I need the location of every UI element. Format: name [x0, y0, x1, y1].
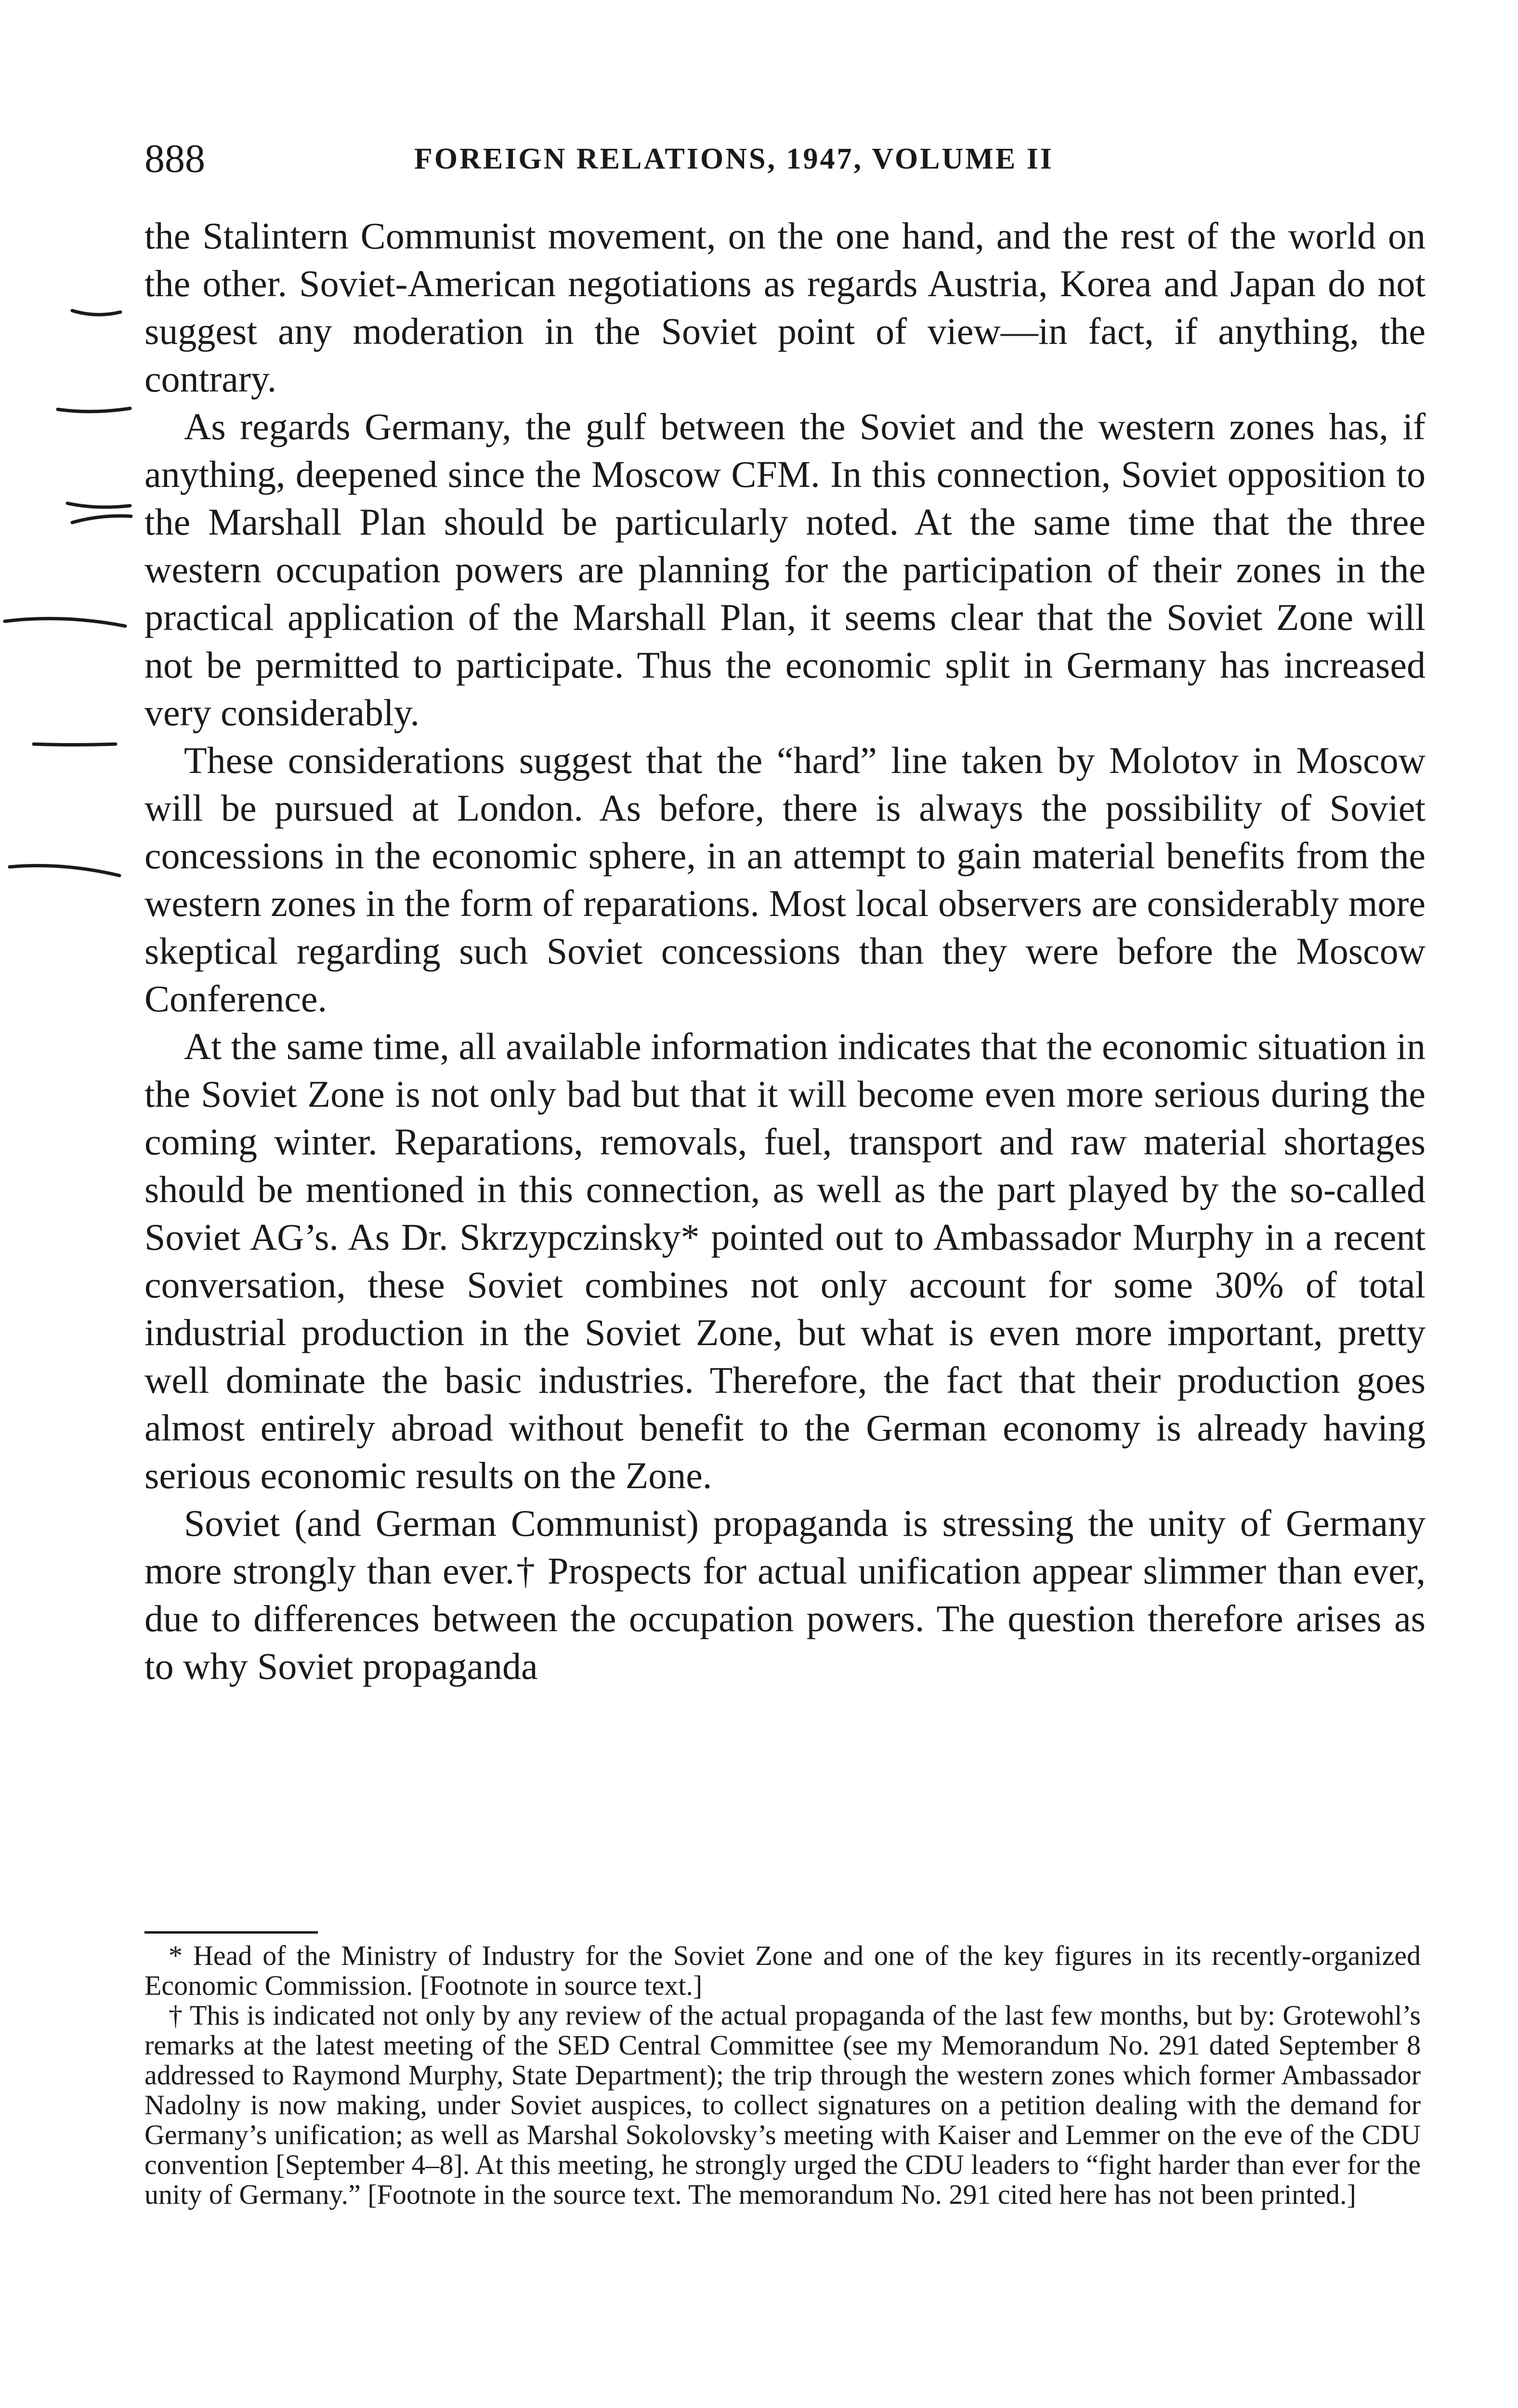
footnote-dagger: † This is indicated not only by any review of the actual propaganda of the last few months, but by: Grotewohl’s remarks at the latest meeting of the SED Central Committee (see my Memorandum No. 291 dated September 8 addressed to Raymond Murphy, State Department); the trip through the western zones which former Ambassador Nadolny is now making, under Soviet auspices, to collect signatures on a petition dealing with the demand for Germany’s unification; as well as Marshal Sokolovsky’s meeting with Kaiser and Lemmer on the eve of the CDU convention [September 4–8]. At this meeting, he strongly urged the CDU leaders to “fight harder than ever for the unity of Germany.” [Footnote in the source text. The memorandum No. 291 cited here has not been printed.]	[144, 2000, 1421, 2210]
paragraph-continuation: the Stalintern Communist movement, on the one hand, and the rest of the world on the other. Soviet-American negotiations as regards Austria, Korea and Japan do not suggest any moderation in the Soviet point of view—in fact, if anything, the contrary.	[144, 215, 1426, 400]
margin-mark-7	[10, 865, 119, 876]
page-number: 888	[144, 136, 205, 181]
paragraph-germany-gulf: As regards Germany, the gulf between the Soviet and the western zones has, if anything, deepened since the Moscow CFM. In this connection, Soviet opposition to the Marshall Plan should be particularly noted. At the same time that the three western occupation powers are planning for the participation of their zones in the practical application of the Marshall Plan, it seems clear that the Soviet Zone will not be permitted to participate. Thus the economic split in Germany has increased very considerably.	[144, 406, 1426, 733]
margin-mark-6	[34, 744, 116, 745]
footnotes	[144, 1941, 1421, 2210]
margin-mark-4	[72, 516, 131, 523]
paragraph-hard-line: These considerations suggest that the “hard” line taken by Molotov in Moscow will be pursued at London. As before, there is always the possibility of Soviet concessions in the economic sphere, in an attempt to gain material benefits from the western zones in the form of reparations. Most local observers are considerably more skeptical regarding such Soviet concessions than they were before the Moscow Conference.	[144, 739, 1426, 1020]
page-header	[144, 130, 1421, 188]
body-text	[144, 212, 1426, 1690]
footnote-rule	[144, 1931, 318, 1934]
paragraph-propaganda: Soviet (and German Communist) propaganda is stressing the unity of Germany more strongly than ever.† Prospects for actual unification appear slimmer than ever, due to differences between the occupation powers. The question therefore arises as to why Soviet propaganda	[144, 1502, 1426, 1687]
margin-mark-5	[5, 618, 125, 626]
margin-mark-3	[67, 503, 130, 507]
margin-mark-2	[58, 408, 130, 412]
paragraph-economic-situation: At the same time, all available information indicates that the economic situation in the Soviet Zone is not only bad but that it will become even more serious during the coming winter. Reparations, removals, fuel, transport and raw material shortages should be mentioned in this connection, as well as the part played by the so-called Soviet AG’s. As Dr. Skrzypczinsky* pointed out to Ambassador Murphy in a recent conversation, these Soviet combines not only account for some 30% of total industrial production in the Soviet Zone, but what is even more important, pretty well dominate the basic industries. Therefore, the fact that their production goes almost entirely abroad without benefit to the German economy is already having serious economic results on the Zone.	[144, 1025, 1426, 1496]
footnote-asterisk: * Head of the Ministry of Industry for the Soviet Zone and one of the key figures in its recently-organized Economic Commission. [Footnote in source text.]	[144, 1940, 1421, 2001]
margin-mark-1	[72, 311, 120, 314]
running-head: FOREIGN RELATIONS, 1947, VOLUME II	[414, 143, 1054, 175]
